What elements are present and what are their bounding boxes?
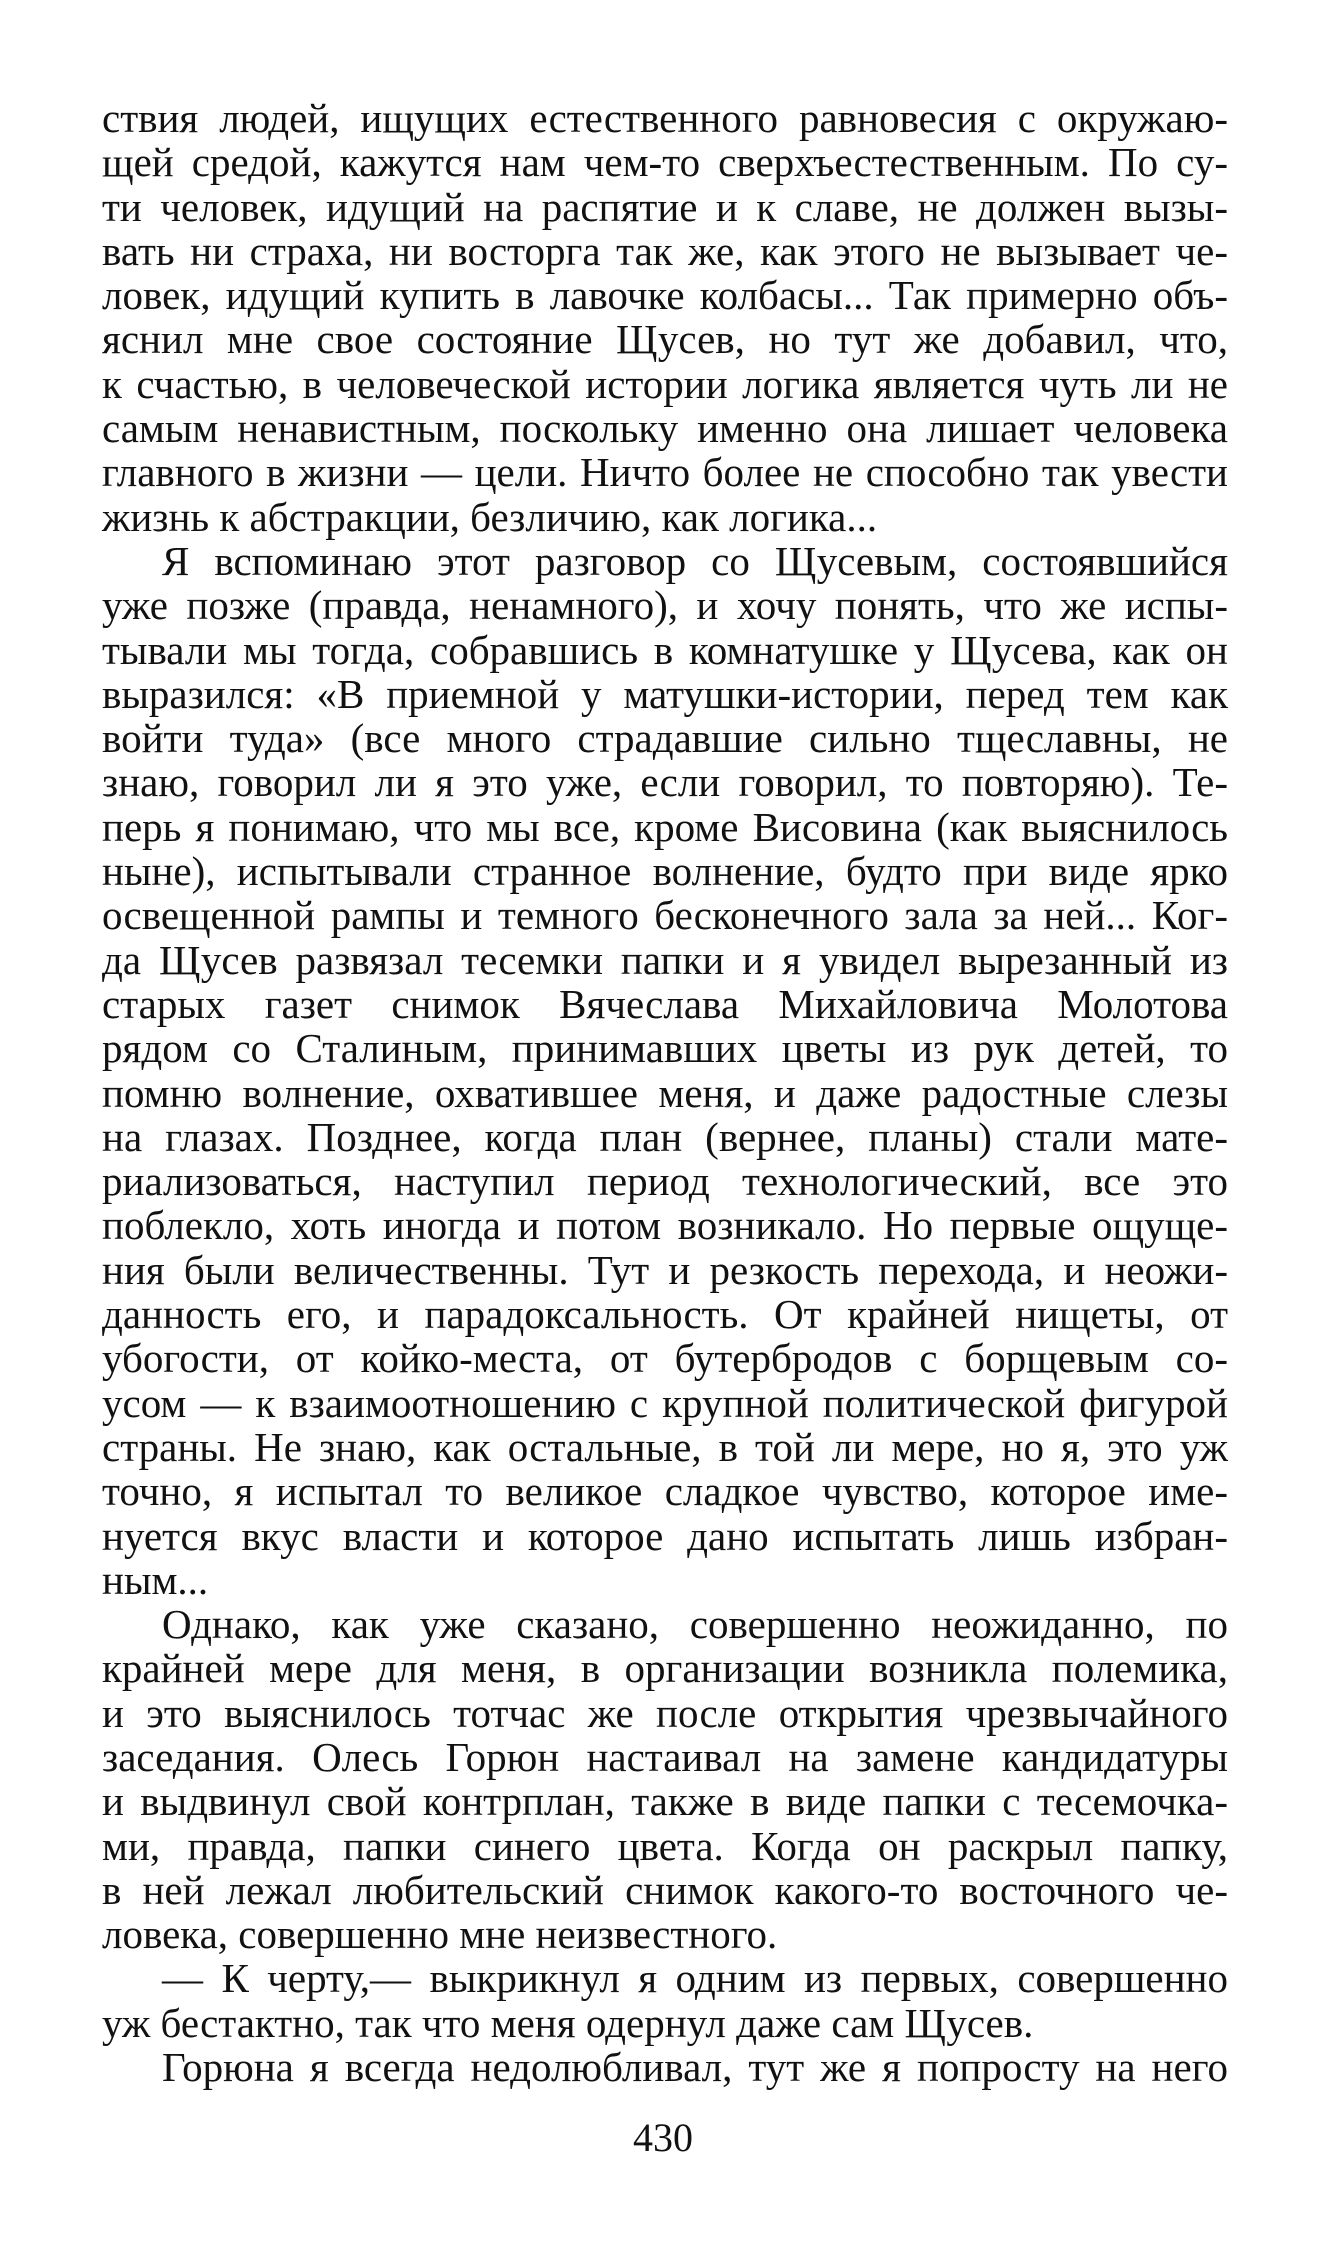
text-line: ния были величественны. Тут и резкость перехода, и неожи- (102, 1246, 1228, 1293)
text-line: уж бестактно, так что меня одернул даже сам Щусев. (102, 1999, 1034, 2046)
text-line: тывали мы тогда, собравшись в комнатушке у Щусева, как он (102, 626, 1228, 673)
text-line: ти человек, идущий на распятие и к славе, не должен вызы- (102, 183, 1228, 230)
text-line: — К черту,— выкрикнул я одним из первых, совершенно (162, 1955, 1228, 2002)
text-line: точно, я испытал то великое сладкое чувство, которое име- (102, 1468, 1228, 1515)
text-line: ным... (102, 1556, 209, 1603)
text-line: Я вспоминаю этот разговор со Щусевым, состоявшийся (162, 537, 1228, 584)
text-line: вать ни страха, ни восторга так же, как этого не вызывает че- (102, 227, 1228, 274)
text-line: на глазах. Позднее, когда план (вернее, планы) стали мате- (102, 1113, 1228, 1160)
text-line: рядом со Сталиным, принимавших цветы из рук детей, то (102, 1025, 1228, 1072)
text-line: освещенной рампы и темного бесконечного зала за ней... Ког- (102, 892, 1228, 939)
text-line: крайней мере для меня, в организации возникла полемика, (102, 1645, 1228, 1692)
text-line: ловека, совершенно мне неизвестного. (102, 1911, 778, 1958)
text-line: выразился: «В приемной у матушки-истории, перед тем как (102, 670, 1228, 717)
text-line: да Щусев развязал тесемки папки и я увидел вырезанный из (102, 936, 1228, 983)
paragraph (102, 1602, 1228, 1956)
text-line: яснил мне свое состояние Щусев, но тут же добавил, что, (102, 316, 1228, 363)
text-line: жизнь к абстракции, безличию, как логика... (102, 493, 878, 540)
text-line: поблекло, хоть иногда и потом возникало. Но первые ощуще- (102, 1202, 1228, 1249)
text-line: к счастью, в человеческой истории логика является чуть ли не (102, 360, 1228, 407)
text-line: ловек, идущий купить в лавочке колбасы... Так примерно объ- (102, 272, 1228, 319)
text-line: знаю, говорил ли я это уже, если говорил, то повторяю). Те- (102, 759, 1228, 806)
text-line: самым ненавистным, поскольку именно она лишает человека (102, 405, 1228, 452)
text-line: и это выяснилось тотчас же после открытия чрезвычайного (102, 1689, 1228, 1736)
text-line: помню волнение, охватившее меня, и даже радостные слезы (102, 1069, 1228, 1116)
text-line: и выдвинул свой контрплан, также в виде папки с тесемочка- (102, 1778, 1228, 1825)
paragraph (102, 1956, 1228, 2045)
body-text (102, 96, 1228, 2089)
text-line: заседания. Олесь Горюн настаивал на замене кандидатуры (102, 1733, 1228, 1780)
text-line: перь я понимаю, что мы все, кроме Висовина (как выяснилось (102, 803, 1228, 850)
text-line: в ней лежал любительский снимок какого-то восточного че- (102, 1866, 1228, 1913)
text-line: нуется вкус власти и которое дано испытать лишь избран- (102, 1512, 1228, 1559)
text-line: щей средой, кажутся нам чем-то сверхъестественным. По су- (102, 139, 1228, 186)
text-line: страны. Не знаю, как остальные, в той ли мере, но я, это уж (102, 1423, 1228, 1470)
paragraph (102, 539, 1228, 1602)
paragraph (102, 96, 1228, 539)
paragraph (102, 2045, 1228, 2089)
text-line: ствия людей, ищущих естественного равновесия с окружаю- (102, 95, 1228, 141)
text-line: ми, правда, папки синего цвета. Когда он раскрыл папку, (102, 1822, 1228, 1869)
text-line: убогости, от койко-места, от бутербродов с борщевым со- (102, 1335, 1228, 1382)
text-line: Горюна я всегда недолюбливал, тут же я попросту на него (162, 2044, 1228, 2091)
text-line: ныне), испытывали странное волнение, будто при виде ярко (102, 848, 1228, 895)
text-line: войти туда» (все много страдавшие сильно тщеславны, не (102, 715, 1228, 762)
text-line: Однако, как уже сказано, совершенно неожиданно, по (162, 1601, 1228, 1648)
text-line: главного в жизни — цели. Ничто более не способно так увести (102, 449, 1228, 496)
text-line: уже позже (правда, ненамного), и хочу понять, что же испы- (102, 582, 1228, 629)
text-line: риализоваться, наступил период технологический, все это (102, 1158, 1228, 1205)
text-line: усом — к взаимоотношению с крупной политической фигурой (102, 1379, 1228, 1426)
text-line: старых газет снимок Вячеслава Михайловича Молотова (102, 980, 1228, 1027)
page-number: 430 (633, 2115, 693, 2160)
text-line: данность его, и парадоксальность. От крайней нищеты, от (102, 1291, 1228, 1338)
